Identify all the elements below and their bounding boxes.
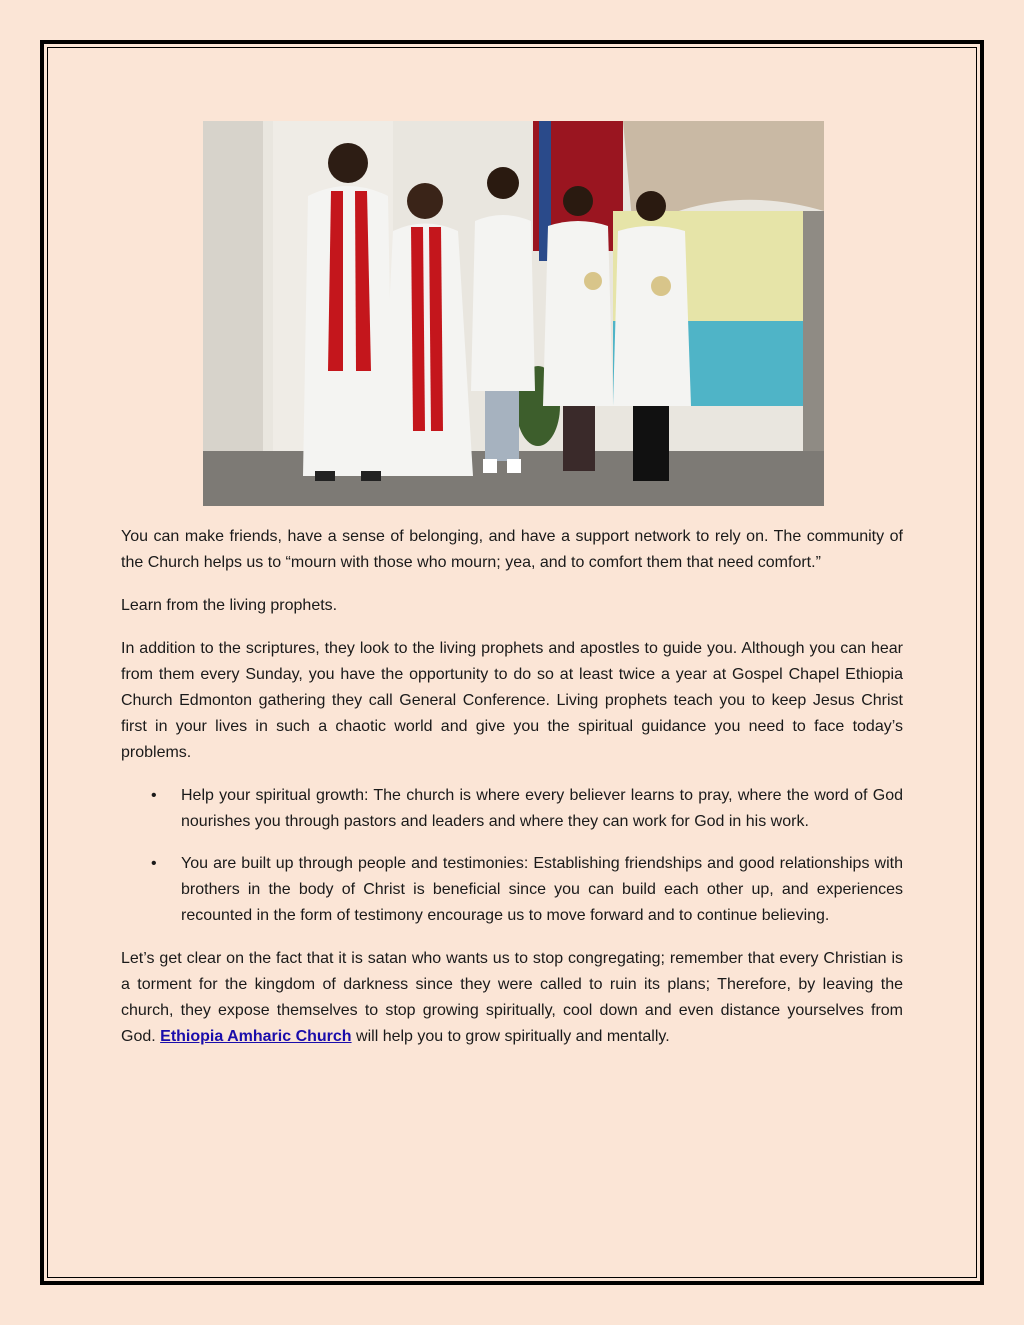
list-item <box>151 851 903 929</box>
list-item <box>151 783 903 835</box>
bullet-marker: • <box>151 787 157 804</box>
paragraph-community: You can make friends, have a sense of belonging, and have a support network to rely on. The community of the Church helps us to “mourn with those who mourn; yea, and to comfort them that need comfort.” <box>121 528 903 571</box>
conclusion-text: Let’s get clear on the fact that it is satan who wants us to stop congregating; remember that every Christian is a torment for the kingdom of darkness since they were called to ruin its plans; Therefore, by leaving the church, they expose themselves to stop growing spiritually, cool down and even distance yourselves from God. <box>121 950 903 1045</box>
list-item-text: Help your spiritual growth: The church is where every believer learns to pray, where the word of God nourishes you through pastors and leaders and where they can work for God in his work. <box>181 787 903 830</box>
bullet-marker: • <box>151 855 157 872</box>
conclusion-text-end: will help you to grow spiritually and mentally. <box>351 1028 670 1045</box>
church-link[interactable]: Ethiopia Amharic Church <box>160 1028 352 1045</box>
paragraph-conclusion <box>121 946 903 1050</box>
paragraph-heading-prophets: Learn from the living prophets. <box>121 597 338 614</box>
article-body <box>121 524 903 1067</box>
group-photo <box>203 121 824 506</box>
bullet-list <box>121 783 903 929</box>
person-1 <box>303 143 393 481</box>
list-item-text: You are built up through people and testimonies: Establishing friendships and good relationships with brothers in the body of Christ is beneficial since you can build each other up, and experiences recounted in the form of testimony encourage us to move forward and to continue believing. <box>181 855 903 924</box>
paragraph-prophets: In addition to the scriptures, they look to the living prophets and apostles to guide you. Although you can hear from them every Sunday, you have the opportunity to do so at least twice a year at Gospel Chapel Ethiopia Church Edmonton gathering they call General Conference. Living prophets teach you to keep Jesus Christ first in your lives in such a chaotic world and give you the spiritual guidance you need to face today’s problems. <box>121 640 903 761</box>
